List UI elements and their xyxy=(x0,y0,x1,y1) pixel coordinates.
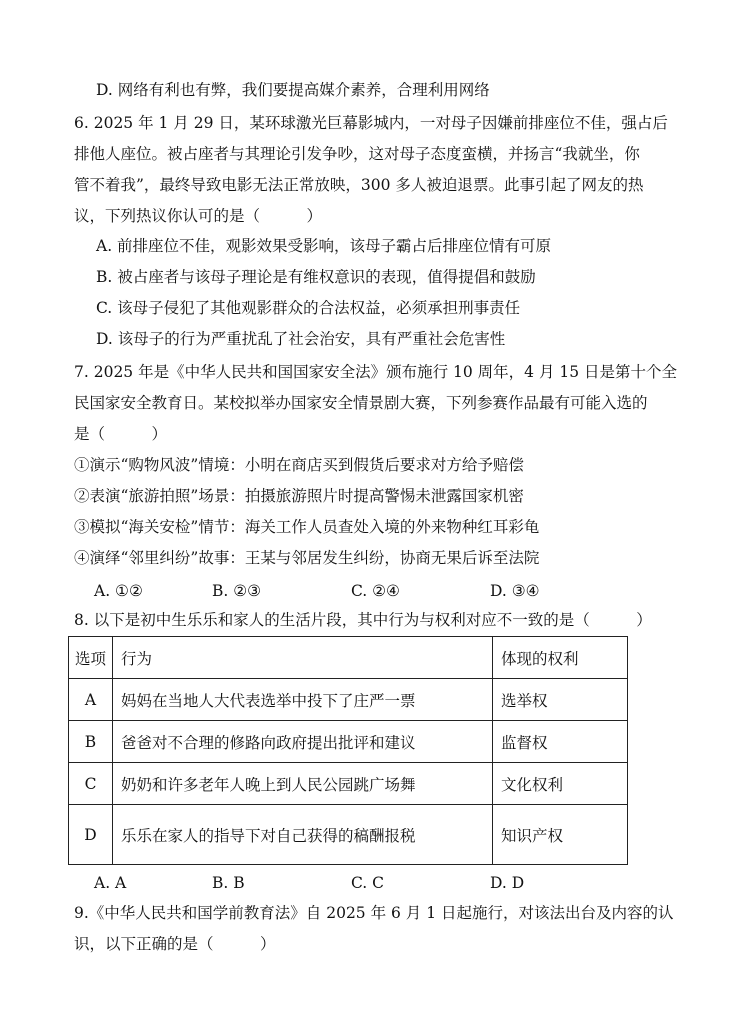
row-a-behavior: 妈妈在当地人大代表选举中投下了庄严一票 xyxy=(113,679,493,721)
q7-option-b: B. ②③ xyxy=(212,582,262,600)
q7-option-d: D. ③④ xyxy=(490,582,540,600)
row-a-option: A xyxy=(69,679,113,721)
q7-option-c: C. ②④ xyxy=(351,582,400,600)
q7-line-3: 是（ ） xyxy=(74,425,168,443)
row-b-option: B xyxy=(69,721,113,763)
table-row xyxy=(69,721,628,763)
q6-option-d: D. 该母子的行为严重扰乱了社会治安，具有严重社会危害性 xyxy=(96,330,506,348)
q7-option-a: A. ①② xyxy=(94,582,143,600)
q8-options xyxy=(0,873,744,893)
q7-item-2: ②表演“旅游拍照”场景：拍摄旅游照片时提高警惕未泄露国家机密 xyxy=(74,487,524,505)
q6-line-4: 议，下列热议你认可的是（ ） xyxy=(74,207,323,225)
row-d-option: D xyxy=(69,805,113,865)
table-row xyxy=(69,679,628,721)
q6-option-a: A. 前排座位不佳，观影效果受影响，该母子霸占后排座位情有可原 xyxy=(96,237,552,255)
q7-line-2: 民国家安全教育日。某校拟举办国家安全情景剧大赛，下列参赛作品最有可能入选的 xyxy=(74,394,648,412)
row-c-behavior: 奶奶和许多老年人晚上到人民公园跳广场舞 xyxy=(113,763,493,805)
q9-line-2: 识，以下正确的是（ ） xyxy=(74,935,276,953)
q6-option-b: B. 被占座者与该母子理论是有维权意识的表现，值得提倡和鼓励 xyxy=(96,268,536,286)
q6-line-1: 6. 2025 年 1 月 29 日，某环球激光巨幕影城内，一对母子因嫌前排座位不佳，强占后 xyxy=(74,114,668,132)
q6-line-3: 管不着我”，最终导致电影无法正常放映，300 多人被迫退票。此事引起了网友的热 xyxy=(74,176,644,194)
q6-option-c: C. 该母子侵犯了其他观影群众的合法权益，必须承担刑事责任 xyxy=(96,299,521,317)
q7-item-3: ③模拟“海关安检”情节：海关工作人员查处入境的外来物种红耳彩龟 xyxy=(74,518,540,536)
q8-stem: 8. 以下是初中生乐乐和家人的生活片段，其中行为与权利对应不一致的是（ ） xyxy=(74,611,652,629)
q7-item-1: ①演示“购物风波”情境：小明在商店买到假货后要求对方给予赔偿 xyxy=(74,456,524,474)
q8-option-a: A. A xyxy=(94,874,127,892)
q8-option-c: C. C xyxy=(351,874,385,892)
q7-line-1: 7. 2025 年是《中华人民共和国国家安全法》颁布施行 10 周年，4 月 15 日是第十个全 xyxy=(74,363,678,381)
q6-line-2: 排他人座位。被占座者与其理论引发争吵，这对母子态度蛮横，并扬言“我就坐，你 xyxy=(74,145,640,163)
row-d-behavior: 乐乐在家人的指导下对自己获得的稿酬报税 xyxy=(113,805,493,865)
table-row xyxy=(69,805,628,865)
table-header-row xyxy=(69,637,628,679)
header-behavior: 行为 xyxy=(113,637,493,679)
q8-option-b: B. B xyxy=(212,874,245,892)
row-d-right: 知识产权 xyxy=(493,805,628,865)
row-a-right: 选举权 xyxy=(493,679,628,721)
table-row xyxy=(69,763,628,805)
row-c-right: 文化权利 xyxy=(493,763,628,805)
row-b-behavior: 爸爸对不合理的修路向政府提出批评和建议 xyxy=(113,721,493,763)
header-option: 选项 xyxy=(69,637,113,679)
row-c-option: C xyxy=(69,763,113,805)
row-b-right: 监督权 xyxy=(493,721,628,763)
q9-line-1: 9.《中华人民共和国学前教育法》自 2025 年 6 月 1 日起施行，对该法出台及内容的认 xyxy=(74,904,674,922)
q8-table xyxy=(68,636,628,865)
q5-option-d: D. 网络有利也有弊，我们要提高媒介素养，合理利用网络 xyxy=(96,81,490,99)
q7-options xyxy=(0,581,744,601)
header-right: 体现的权利 xyxy=(493,637,628,679)
q7-item-4: ④演绎“邻里纠纷”故事：王某与邻居发生纠纷，协商无果后诉至法院 xyxy=(74,549,540,567)
q8-option-d: D. D xyxy=(490,874,525,892)
